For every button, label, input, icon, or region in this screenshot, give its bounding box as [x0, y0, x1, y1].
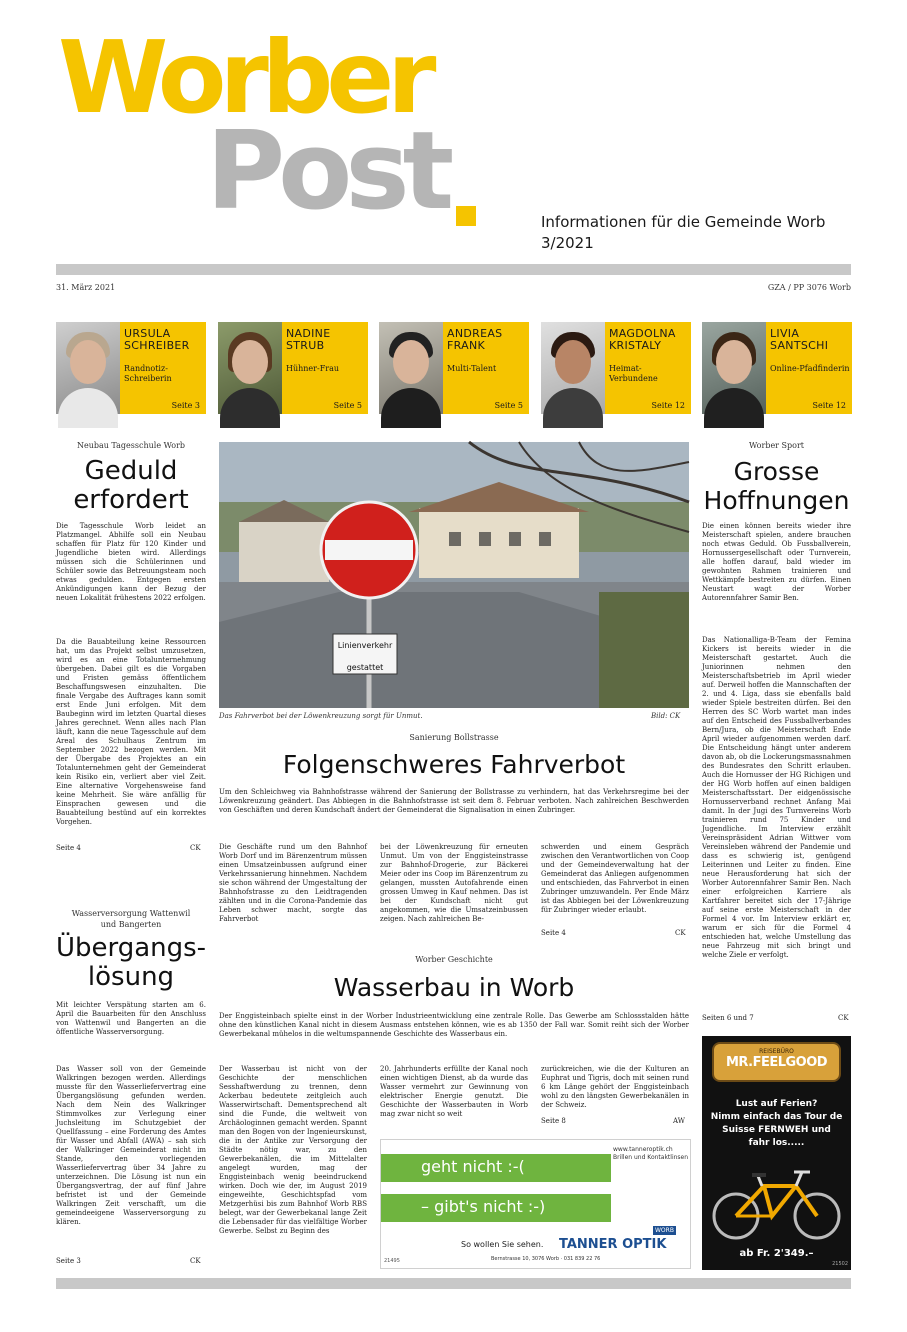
- teaser-role: Hühner-Frau: [286, 364, 339, 373]
- body-col: Der Wasserbau ist nicht von der Geschichte der menschlichen Sesshaftwerdung zu trennen, denn Ackerbau bedeutete zeitgleich auch Wasserwirtschaft. Dementsprechend alt sind die Funde, die weltweit von Archäologinnen gemacht werden. Spannt man den Bogen von der Ingenieurskunst, die in der Antike zur Versorgung der Städte nötig war, zu den Gewerbekanälen, die im Mittelalter angelegt wurden, mag der Enggisteinbach wenig beeindruckend wirken. Doch wie der, im August 2019 eingeweihte, Geschichtspfad vom Metzgerhüsi bis zum Bahnhof Worb RBS belegt, war der Gewerbekanal lange Zeit die Lebensader für das vielfältige Worber Gewerbe. Selbst zu Beginn des: [219, 1065, 367, 1235]
- ad-code: 21495: [384, 1258, 400, 1264]
- kicker: Worber Geschichte: [415, 955, 493, 964]
- headline: Geduld erfordert: [73, 456, 189, 515]
- headline: Folgenschweres Fahrverbot: [282, 750, 626, 779]
- ad-line-1: geht nicht :-(: [421, 1157, 525, 1176]
- teaser-page: Seite 3: [171, 401, 200, 410]
- lead-text: Um den Schleichweg via Bahnhofstrasse während der Sanierung der Bollstrasse zu verhindern, hat das Verkehrsregime bei der Löwenkreuzung geändert. Das Abbiegen in die Bahnhofstrasse ist seit dem 8. Februar verboten. Nach zahlreichen Beschwerden von Geschäften und deren Kundschaft ändert der Gemeinderat die Signalisation in einen Zubringer.: [219, 788, 689, 814]
- teaser-name: NADINE STRUB: [286, 327, 331, 352]
- worb-badge: WORB: [655, 1227, 674, 1234]
- mr-feelgood-ad[interactable]: [702, 1036, 851, 1270]
- top-rule: [56, 264, 851, 275]
- headline: Übergangs- lösung: [55, 933, 207, 992]
- postal-code: GZA / PP 3076 Worb: [767, 283, 851, 292]
- issue-date: 31. März 2021: [56, 283, 116, 292]
- teaser-name: LIVIA SANTSCHI: [770, 327, 829, 352]
- teaser-name: ANDREAS FRANK: [447, 327, 503, 352]
- sign-text: gestattet: [346, 663, 384, 672]
- lead-text: Die einen können bereits wieder ihre Meisterschaft spielen, andere brauchen noch etwas Geduld. Ob Fussballverein, Hornussergesellschaft oder Turnverein, alle hoffen darauf, bald wieder im gewohnten Rahmen trainieren und Wettkämpfe bestreiten zu dürfen. Einen Neustart wagt der Worber Autorennfahrer Samir Ben.: [702, 522, 851, 602]
- ad-url[interactable]: www.tanneroptik.ch: [613, 1146, 673, 1153]
- teaser-name: URSULA SCHREIBER: [124, 327, 190, 352]
- ad-price: ab Fr. 2'349.–: [739, 1248, 814, 1259]
- body-text: Das Nationalliga-B-Team der Femina Kickers ist bereits wieder in die Meisterschaft gestartet. Auch die Juniorinnen nehmen den Meisterschaftsbetrieb im April wieder auf. Derweil hoffen die Mannschaften der 2. und 4. Liga, dass sie ebenfalls bald wieder Spiele bestreiten dürfen. Bei den Herren des SC Worb wartet man indes auf den Entscheid des Fussballverbandes Bern/Jura, ob die Meisterschaft Ende April wieder aufgenommen werden darf. Die Entscheidung hängt unter anderem davon ab, ob die Lockerungsmassnahmen des Bundesrates den Schritt erlauben. Auch die Hornusser der HG Richigen und der HG Worb hoffen auf einen baldigen Meisterschaftsstart. Der eidgenössische Hornusserverband rechnet Anfang Mai damit. In der Jugi des Turnvereins Worb trainieren rund 75 Kinder und Jugendliche. Im Interview erzählt Vereinspräsident Adrian Wittwer vom Vereinsleben während der Pandemie und dass es schwierig ist, genügend Leiterinnen und Leiter zu finden. Eine neue Herausforderung hat sich der Worber Autorennfahrer Samir Ben. Nach einer erfolgreichen Karriere als Kartfahrer bereitet sich der 17-Jährige auf seine erste Meisterschaft in der Formel 4 vor. Im Interview erklärt er, warum er sich für die Formel 4 entschieden hat, welche Umstellung das neue Fahrzeug mit sich bringt und welche Ziele er verfolgt.: [702, 636, 851, 959]
- teaser-photo: [702, 322, 766, 414]
- author: CK: [190, 1257, 201, 1265]
- kicker: Neubau Tagesschule Worb: [76, 441, 186, 450]
- headline: Grosse Hoffnungen: [703, 457, 850, 515]
- ad-line-2: – gibt's nicht :-): [421, 1197, 546, 1216]
- lead-text: Der Enggisteinbach spielte einst in der Worber Industrieentwicklung eine zentrale Rolle. Das Gewerbe am Schlossstalden hätte ohne den künstlichen Kanal nicht in diesem Ausmass entstehen können, wie es ab 1350 der Fall war. Somit reiht sich der Worber Gewerbekanal mühelos in die weltumspannende Geschichte des Wasserbaus ein.: [219, 1012, 689, 1038]
- page-ref: Seite 3: [56, 1257, 81, 1265]
- logo-post: Post: [206, 109, 448, 234]
- photo-credit: Bild: CK: [651, 712, 681, 720]
- lead-text: Die Tagesschule Worb leidet an Platzmangel. Abhilfe soll ein Neubau schaffen für Platz für 120 Kinder und Jugendliche bieten wird. Allerdings müssen sich die Schülerinnen und Schüler sowie das Betreuungsteam noch etwas gedulden. Entgegen ersten Ankündigungen kann der Bezug der neuen Lokalität frühestens 2022 erfolgen.: [56, 522, 206, 602]
- teaser-photo: [218, 322, 282, 414]
- body-text: Da die Bauabteilung keine Ressourcen hat, um das Projekt selbst umzusetzen, wird es an eine Totalunternehmung übergeben. Dabei gilt es die Vorgaben und Fristen gemäss öffentlichem Beschaffungswesen einzuhalten. Die finale Vergabe des Auftrages kann somit erst Ende Juni erfolgen. Mit dem Baubeginn wird im letzten Quartal dieses Jahres gerechnet. Wenn alles nach Plan läuft, kann die neue Tagesschule auf dem Areal des Schulhaus Zentrum im September 2022 bezogen werden. Mit der Übergabe des Projektes an ein Totalunternehmen geht der Gemeinderat kein Risiko ein, verliert aber viel Zeit. Eine alternative Vorgehensweise fand keine Mehrheit. Sie wäre anfällig für Einsprachen gewesen und die Bauabteilung bestünd auf ein korrektes Vorgehen.: [56, 638, 206, 826]
- page-ref: Seite 8: [541, 1117, 566, 1125]
- author: CK: [675, 929, 686, 937]
- bicycle-image: [706, 1164, 847, 1240]
- lead-text: Mit leichter Verspätung starten am 6. April die Bauarbeiten für den Anschluss von Wattenwil und Bangerten an die öffentliche Wasserversorgung.: [56, 1001, 206, 1036]
- body-text: Das Wasser soll von der Gemeinde Walkringen bezogen werden. Allerdings musste für den Wasserliefervertrag eine Übergangslösung gefunden werden. Nach dem Nein des Walkringer Stimmvolkes zur Verlegung einer Juchsleitung im Schutzgebiet der Quellfassung – eine Forderung des Amtes für Wasser und Abfall (AWA) – sah sich der Walkringer Gemeinderat nicht im Stande, den vorliegenden Wasserliefervertrag über 34 Jahre zu unterzeichnen. Die Lösung ist nun ein Übergangsvertrag, der auf fünf Jahre befristet ist und der Gemeinde Walkringen Zeit verschafft, um die gemeindeeigene Wasserversorgung zu klären.: [56, 1065, 206, 1226]
- ad-tagline: Brillen und Kontaktlinsen: [613, 1154, 689, 1161]
- ad-slogan: So wollen Sie sehen.: [461, 1240, 544, 1249]
- page-ref: Seite 4: [56, 844, 81, 852]
- teaser-role: Multi-Talent: [447, 364, 497, 373]
- author: CK: [190, 844, 201, 852]
- teaser-photo: [541, 322, 605, 414]
- kicker: Sanierung Bollstrasse: [409, 733, 499, 742]
- ad-address: Bernstrasse 10, 3076 Worb · 031 839 22 76: [491, 1256, 601, 1262]
- teaser-page: Seite 5: [494, 401, 523, 410]
- teaser-card[interactable]: [56, 322, 206, 414]
- ad-text: Lust auf Ferien? Nimm einfach das Tour de Suisse FERNWEH und fahr los.....: [710, 1099, 843, 1148]
- teaser-photo: [56, 322, 120, 414]
- feelgood-badge: REISEBÜRO MR.FEELGOOD: [712, 1042, 841, 1082]
- ad-code: 21502: [832, 1261, 848, 1267]
- tanner-optik-logo: TANNER OPTIK: [559, 1237, 667, 1252]
- author: CK: [838, 1014, 849, 1022]
- page-ref: Seiten 6 und 7: [702, 1014, 754, 1022]
- teaser-card[interactable]: [702, 322, 852, 414]
- teaser-card[interactable]: [541, 322, 691, 414]
- logo-worber: Worber: [58, 19, 430, 136]
- body-col: schwerden und einem Gespräch zwischen den Verantwortlichen von Coop und der Gemeindeverwaltung hat der Gemeinderat das Anliegen aufgenommen und entschieden, das Fahrverbot in einen Zubringer umzuwandeln. Per Ende März ist das Abbiegen bei der Löwenkreuzung für Zubringer wieder erlaubt.: [541, 843, 689, 914]
- author: AW: [673, 1117, 685, 1125]
- teaser-name: MAGDOLNA KRISTALY: [609, 327, 676, 352]
- kicker: Wasserversorgung Wattenwil und Bangerten: [71, 909, 191, 929]
- teaser-role: Randnotiz-Schreiberin: [124, 364, 172, 383]
- page-ref: Seite 4: [541, 929, 566, 937]
- teaser-role: Heimat-Verbundene: [609, 364, 658, 383]
- tagline: [541, 212, 825, 254]
- tanner-optik-ad[interactable]: [380, 1139, 691, 1269]
- teaser-page: Seite 5: [333, 401, 362, 410]
- photo-caption: Das Fahrverbot bei der Löwenkreuzung sorgt für Unmut.: [219, 712, 423, 720]
- logo-dot: [456, 206, 476, 226]
- teaser-photo: [379, 322, 443, 414]
- body-col: Die Geschäfte rund um den Bahnhof Worb Dorf und im Bärenzentrum müssen einen Umsatzeinbussen aufgrund einer Verkehrssanierung hinnehmen. Nachdem sie schon während der Umgestaltung der Bahnhofstrasse zu den Leidtragenden zählten und in die Corona-Pandemie das Leben schwer macht, sorgte das Fahrverbot: [219, 843, 367, 923]
- tagline-title: Informationen für die Gemeinde Worb: [541, 213, 826, 231]
- teaser-card[interactable]: [379, 322, 529, 414]
- teaser-page: Seite 12: [651, 401, 685, 410]
- main-photo: [219, 442, 689, 708]
- teaser-role: Online-Pfadfinderin: [770, 364, 850, 373]
- tagline-issue: 3/2021: [541, 234, 594, 252]
- body-col: bei der Löwenkreuzung für erneuten Unmut. Um von der Enggisteinstrasse zur Bahnhof-Drogerie, zur Bäckerei Meier oder ins Coop im Bärenzentrum zu gelangen, mussten Autofahrende einen grossen Umweg in Kauf nehmen. Das ist bei der Kundschaft nicht gut angekommen, wie die Umsatzeinbussen zeigen. Nach zahlreichen Be-: [380, 843, 528, 923]
- teaser-card[interactable]: [218, 322, 368, 414]
- body-col: zurückreichen, wie die der Kulturen an Euphrat und Tigris, doch mit seinen rund 6 km Länge gehört der Enggisteinbach wohl zu den längsten Gewerbekanälen in der Schweiz.: [541, 1065, 689, 1109]
- body-col: 20. Jahrhunderts erfüllte der Kanal noch einen wichtigen Dienst, ab da wurde das Wasser vermehrt zur Gewinnung von elektrischer Energie genutzt. Die Geschichte der Wasserbauten in Worb mag zwar nicht so weit: [380, 1065, 528, 1118]
- teaser-page: Seite 12: [812, 401, 846, 410]
- sign-text: Linienverkehr: [337, 641, 393, 650]
- kicker: Worber Sport: [749, 441, 804, 450]
- headline: Wasserbau in Worb: [333, 973, 575, 1002]
- bottom-rule: [56, 1278, 851, 1289]
